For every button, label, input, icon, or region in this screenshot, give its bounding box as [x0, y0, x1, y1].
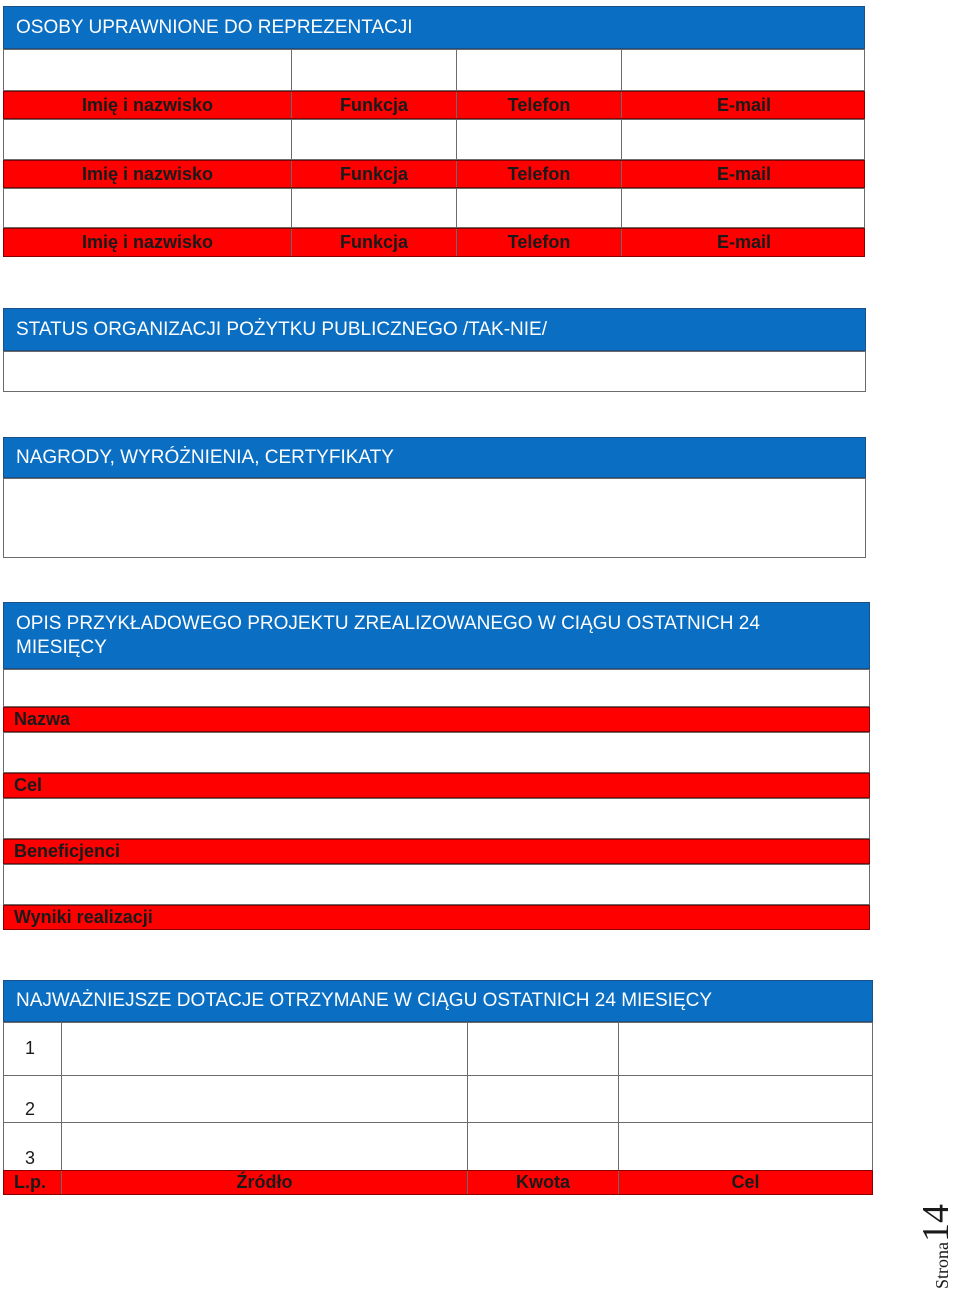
grants-row-1[interactable] [62, 1023, 870, 1075]
representation-header-row-2 [3, 160, 865, 188]
header-name-label: Imię i nazwisko [81, 94, 214, 115]
representation-cell[interactable] [291, 120, 292, 159]
representation-header-row-1 [3, 91, 865, 119]
header-function-label: Funkcja [291, 161, 456, 187]
header-function-label: Funkcja [291, 229, 456, 256]
grants-col-source: Źródło [61, 1171, 467, 1194]
representation-cell[interactable] [291, 50, 292, 90]
representation-cell[interactable] [456, 189, 457, 227]
header-phone-label: Telefon [456, 161, 621, 187]
project-goal-input[interactable] [3, 732, 870, 773]
project-results-input[interactable] [3, 864, 870, 905]
status-input[interactable] [3, 351, 866, 392]
representation-input-row-3[interactable] [3, 188, 865, 228]
representation-title: OSOBY UPRAWNIONE DO REPREZENTACJI [3, 6, 865, 49]
representation-cell[interactable] [291, 189, 292, 227]
project-results-label: Wyniki realizacji [3, 905, 870, 930]
project-beneficiaries-input[interactable] [3, 798, 870, 839]
header-phone-label: Telefon [456, 92, 621, 118]
grants-row-number: 1 [25, 1038, 36, 1058]
representation-cell[interactable] [621, 189, 622, 227]
project-goal-label: Cel [3, 773, 870, 798]
project-beneficiaries-label: Beneficjenci [3, 839, 870, 864]
awards-title: NAGRODY, WYRÓŻNIENIA, CERTYFIKATY [3, 437, 866, 478]
header-email-label: E-mail [621, 92, 866, 118]
grants-col-amount: Kwota [467, 1171, 618, 1194]
project-name-label: Nazwa [3, 707, 870, 732]
header-email-label: E-mail [621, 161, 866, 187]
representation-cell[interactable] [456, 120, 457, 159]
grants-row-3[interactable] [62, 1123, 870, 1171]
awards-input[interactable] [3, 478, 866, 558]
page-footer [914, 1204, 958, 1289]
header-phone-label: Telefon [456, 229, 621, 256]
grants-row-number: 2 [25, 1099, 36, 1119]
grants-col-goal: Cel [618, 1171, 872, 1194]
project-title: OPIS PRZYKŁADOWEGO PROJEKTU ZREALIZOWANEGO W CIĄGU OSTATNICH 24 MIESIĘCY [3, 602, 870, 669]
header-email-label: E-mail [621, 229, 866, 256]
representation-input-row-2[interactable] [3, 119, 865, 160]
representation-input-row-1[interactable] [3, 49, 865, 91]
grants-header-row [3, 1170, 873, 1195]
grants-row-number: 3 [25, 1148, 36, 1168]
grants-table-body [3, 1022, 873, 1170]
grants-title: NAJWAŻNIEJSZE DOTACJE OTRZYMANE W CIĄGU OSTATNICH 24 MIESIĘCY [3, 980, 873, 1022]
page-word: Strona [932, 1242, 952, 1289]
status-title: STATUS ORGANIZACJI POŻYTKU PUBLICZNEGO /TAK-NIE/ [3, 308, 866, 351]
header-name-label: Imię i nazwisko [81, 163, 214, 184]
grants-col-lp: L.p. [14, 1172, 46, 1192]
grants-row-2[interactable] [62, 1076, 870, 1122]
header-function-label: Funkcja [291, 92, 456, 118]
project-name-input[interactable] [3, 669, 870, 707]
representation-cell[interactable] [621, 50, 622, 90]
representation-cell[interactable] [621, 120, 622, 159]
representation-cell[interactable] [456, 50, 457, 90]
page-number: 14 [915, 1204, 957, 1242]
representation-header-row-3 [3, 228, 865, 257]
header-name-label: Imię i nazwisko [81, 232, 214, 252]
